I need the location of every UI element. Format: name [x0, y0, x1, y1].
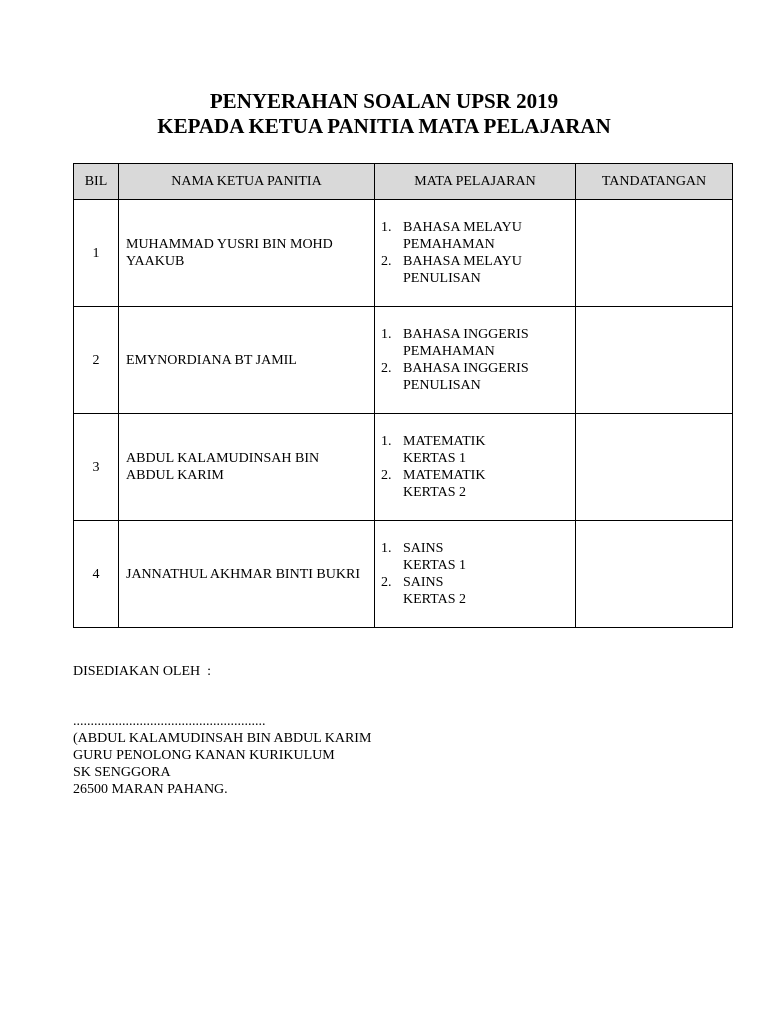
subject-number: 2.	[381, 468, 392, 483]
signatory-name: (ABDUL KALAMUDINSAH BIN ABDUL KARIM	[73, 731, 372, 746]
subject-number: 2.	[381, 254, 392, 269]
subject-item	[381, 540, 575, 574]
subject-number: 1.	[381, 220, 392, 235]
submission-table	[73, 163, 733, 628]
signature-cell	[576, 414, 733, 521]
table-row	[74, 414, 733, 521]
school-name: SK SENGGORA	[73, 765, 171, 780]
subject-cell	[375, 200, 576, 307]
subject-number: 2.	[381, 361, 392, 376]
table-header-row	[74, 164, 733, 200]
ketua-panitia-name: JANNATHUL AKHMAR BINTI BUKRI	[119, 521, 375, 628]
signature-line: .......................................................	[73, 714, 266, 729]
subject-item	[381, 219, 575, 253]
ketua-panitia-name: EMYNORDIANA BT JAMIL	[119, 307, 375, 414]
subject-number: 1.	[381, 541, 392, 556]
subject-item	[381, 326, 575, 360]
subject-paper: PENULISAN	[403, 378, 481, 393]
subject-paper: KERTAS 2	[403, 592, 466, 607]
subject-cell	[375, 414, 576, 521]
row-number: 4	[74, 521, 119, 628]
document-title: PENYERAHAN SOALAN UPSR 2019	[209, 89, 559, 113]
subject-list	[381, 326, 575, 394]
row-number: 1	[74, 200, 119, 307]
subject-item	[381, 253, 575, 287]
subject-paper: KERTAS 1	[403, 451, 466, 466]
ketua-panitia-name: MUHAMMAD YUSRI BIN MOHD YAAKUB	[119, 200, 375, 307]
signature-block	[73, 713, 371, 798]
subject-item	[381, 467, 575, 501]
table-row	[74, 307, 733, 414]
row-number: 3	[74, 414, 119, 521]
subject-name: MATEMATIK	[403, 434, 486, 449]
subject-item	[381, 360, 575, 394]
signature-cell	[576, 521, 733, 628]
row-number: 2	[74, 307, 119, 414]
header-bil: BIL	[74, 164, 119, 200]
ketua-panitia-name: ABDUL KALAMUDINSAH BIN ABDUL KARIM	[119, 414, 375, 521]
subject-paper: KERTAS 1	[403, 558, 466, 573]
subject-list	[381, 433, 575, 501]
signatory-position: GURU PENOLONG KANAN KURIKULUM	[73, 748, 335, 763]
table-row	[74, 200, 733, 307]
subject-paper: PENULISAN	[403, 271, 481, 286]
subject-name: BAHASA INGGERIS	[403, 361, 529, 376]
table-row	[74, 521, 733, 628]
subject-item	[381, 433, 575, 467]
subject-list	[381, 540, 575, 608]
prepared-by-label: DISEDIAKAN OLEH :	[73, 664, 212, 679]
subject-name: SAINS	[403, 541, 444, 556]
subject-name: SAINS	[403, 575, 444, 590]
document-subtitle: KEPADA KETUA PANITIA MATA PELAJARAN	[157, 114, 611, 138]
header-nama: NAMA KETUA PANITIA	[119, 164, 375, 200]
subject-item	[381, 574, 575, 608]
school-address: 26500 MARAN PAHANG.	[73, 782, 228, 797]
subject-name: BAHASA INGGERIS	[403, 327, 529, 342]
subject-name: BAHASA MELAYU	[403, 220, 522, 235]
subject-paper: PEMAHAMAN	[403, 344, 495, 359]
subject-name: MATEMATIK	[403, 468, 486, 483]
subject-number: 1.	[381, 327, 392, 342]
subject-paper: PEMAHAMAN	[403, 237, 495, 252]
subject-number: 2.	[381, 575, 392, 590]
signature-cell	[576, 307, 733, 414]
subject-list	[381, 219, 575, 287]
subject-cell	[375, 307, 576, 414]
signature-cell	[576, 200, 733, 307]
header-tandatangan: TANDATANGAN	[576, 164, 733, 200]
subject-number: 1.	[381, 434, 392, 449]
subject-name: BAHASA MELAYU	[403, 254, 522, 269]
subject-paper: KERTAS 2	[403, 485, 466, 500]
header-mata-pelajaran: MATA PELAJARAN	[375, 164, 576, 200]
subject-cell	[375, 521, 576, 628]
